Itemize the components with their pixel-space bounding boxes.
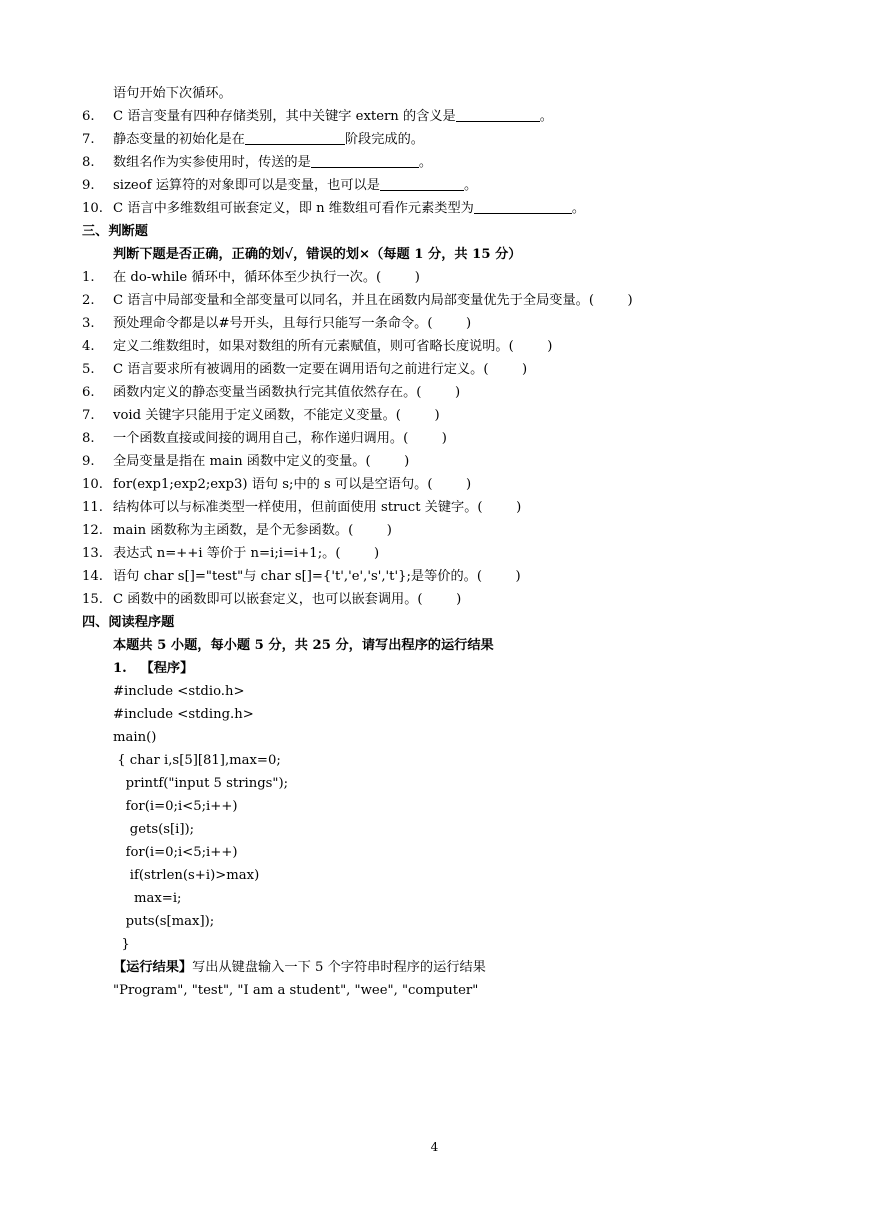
judgement-item: 一个函数直接或间接的调用自己，称作递归调用。( ) bbox=[113, 431, 447, 446]
answer-blank bbox=[456, 107, 540, 122]
item-text-end: 。 bbox=[571, 201, 586, 216]
item-number: 2. bbox=[82, 293, 95, 308]
code-line: for(i=0;i<5;i++) bbox=[113, 845, 238, 860]
item-number: 14. bbox=[82, 569, 103, 584]
judgement-item: 语句 char s[]="test"与 char s[]={'t','e','s','t'};是等价的。( ) bbox=[113, 569, 521, 584]
item-text-end: 。 bbox=[418, 155, 432, 170]
item-number: 9. bbox=[82, 178, 95, 193]
item-text: 静态变量的初始化是在 bbox=[113, 132, 245, 147]
code-line: gets(s[i]); bbox=[113, 822, 195, 837]
item-number: 8. bbox=[82, 431, 95, 446]
code-line: main() bbox=[113, 730, 157, 745]
code-line: } bbox=[113, 937, 130, 952]
section-heading-reading: 四、阅读程序题 bbox=[82, 615, 175, 630]
item-text: sizeof 运算符的对象即可以是变量，也可以是 bbox=[113, 178, 380, 193]
item-number: 11. bbox=[82, 500, 103, 515]
run-result-label: 【运行结果】 bbox=[113, 960, 193, 975]
item-number: 6. bbox=[82, 385, 95, 400]
item-number: 3. bbox=[82, 316, 95, 331]
answer-blank bbox=[245, 130, 345, 145]
item-number: 9. bbox=[82, 454, 95, 469]
item-number: 15. bbox=[82, 592, 103, 607]
code-line: puts(s[max]); bbox=[113, 914, 215, 929]
judgement-item: C 语言要求所有被调用的函数一定要在调用语句之前进行定义。( ) bbox=[113, 362, 528, 377]
item-text-end: 阶段完成的。 bbox=[344, 132, 424, 147]
code-line: #include <stdio.h> bbox=[113, 684, 245, 699]
code-line: { char i,s[5][81],max=0; bbox=[113, 753, 281, 768]
answer-blank bbox=[380, 176, 464, 191]
input-strings-line: "Program", "test", "I am a student", "wee", "computer" bbox=[113, 983, 479, 998]
section-instruction: 判断下题是否正确，正确的划√，错误的划×（每题 1 分，共 15 分） bbox=[113, 247, 522, 262]
code-line: printf("input 5 strings"); bbox=[113, 776, 289, 791]
answer-blank bbox=[474, 199, 572, 214]
item-number: 12. bbox=[82, 523, 103, 538]
item-number: 6. bbox=[82, 109, 95, 124]
run-result-line bbox=[113, 958, 486, 977]
judgement-item: 结构体可以与标准类型一样使用，但前面使用 struct 关键字。( ) bbox=[113, 500, 522, 515]
code-line: #include <stding.h> bbox=[113, 707, 254, 722]
item-text: C 语言变量有四种存储类别，其中关键字 extern 的含义是 bbox=[113, 109, 456, 124]
item-number: 1. bbox=[82, 270, 95, 285]
item-number: 10. bbox=[82, 477, 103, 492]
item-number: 8. bbox=[82, 155, 95, 170]
section-instruction: 本题共 5 小题，每小题 5 分，共 25 分，请写出程序的运行结果 bbox=[113, 638, 494, 653]
item-number: 7. bbox=[82, 408, 95, 423]
judgement-item: C 函数中的函数即可以嵌套定义，也可以嵌套调用。( ) bbox=[113, 592, 462, 607]
judgement-item: for(exp1;exp2;exp3) 语句 s;中的 s 可以是空语句。( ) bbox=[113, 477, 472, 492]
judgement-item: void 关键字只能用于定义函数，不能定义变量。( ) bbox=[113, 408, 440, 423]
judgement-item: 在 do-while 循环中，循环体至少执行一次。( ) bbox=[113, 270, 420, 285]
judgement-item: main 函数称为主函数，是个无参函数。( ) bbox=[113, 523, 392, 538]
page-number: 4 bbox=[430, 1140, 439, 1154]
item-number: 10. bbox=[82, 201, 103, 216]
judgement-item: 表达式 n=++i 等价于 n=i;i=i+1;。( ) bbox=[113, 546, 380, 561]
item-text-end: 。 bbox=[463, 178, 478, 193]
judgement-item: 预处理命令都是以#号开头，且每行只能写一条命令。( ) bbox=[113, 316, 472, 331]
code-line: max=i; bbox=[113, 891, 182, 906]
code-line: for(i=0;i<5;i++) bbox=[113, 799, 238, 814]
item-text-end: 。 bbox=[539, 109, 553, 124]
item-number: 4. bbox=[82, 339, 95, 354]
program-title: 1. 【程序】 bbox=[113, 661, 194, 676]
item-number: 13. bbox=[82, 546, 103, 561]
item-text: C 语言中多维数组可嵌套定义，即 n 维数组可看作元素类型为 bbox=[113, 201, 474, 216]
item-number: 5. bbox=[82, 362, 95, 377]
judgement-item: 全局变量是指在 main 函数中定义的变量。( ) bbox=[113, 454, 410, 469]
answer-blank bbox=[311, 153, 419, 168]
section-heading-judgement: 三、判断题 bbox=[82, 224, 148, 239]
judgement-item: C 语言中局部变量和全部变量可以同名，并且在函数内局部变量优先于全局变量。( ) bbox=[113, 293, 633, 308]
judgement-item: 定义二维数组时，如果对数组的所有元素赋值，则可省略长度说明。( ) bbox=[113, 339, 553, 354]
run-result-text: 写出从键盘输入一下 5 个字符串时程序的运行结果 bbox=[192, 960, 486, 975]
item-number: 7. bbox=[82, 132, 95, 147]
item-text: 数组名作为实参使用时，传送的是 bbox=[113, 155, 311, 170]
judgement-item: 函数内定义的静态变量当函数执行完其值依然存在。( ) bbox=[113, 385, 461, 400]
code-line: if(strlen(s+i)>max) bbox=[113, 868, 260, 883]
carryover-text: 语句开始下次循环。 bbox=[113, 86, 232, 101]
